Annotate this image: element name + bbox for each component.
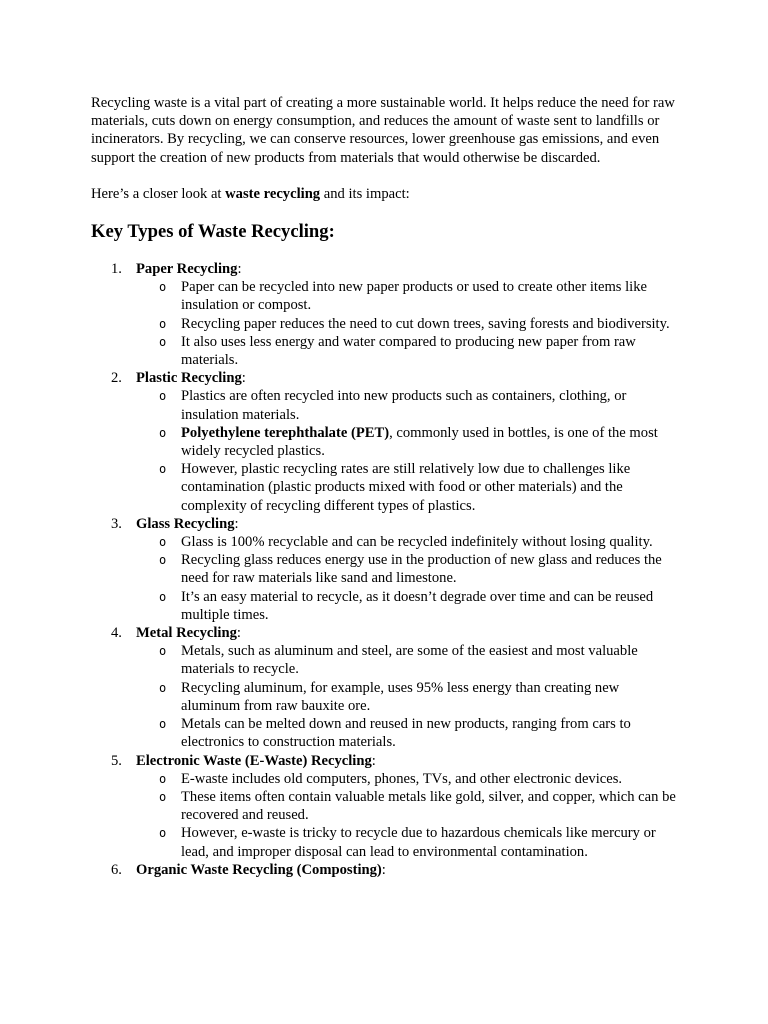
bullet-icon: o (159, 462, 167, 477)
type-title: Metal Recycling (136, 625, 237, 642)
sub-list-item (159, 770, 681, 788)
document-body (91, 94, 681, 879)
point-text: It’s an easy material to recycle, as it doesn’t degrade over time and can be reused multiple times. (181, 588, 654, 623)
point-text: Metals, such as aluminum and steel, are some of the easiest and most valuable materials to recycle. (181, 643, 638, 678)
bullet-icon: o (159, 425, 167, 440)
type-title: Glass Recycling (136, 515, 235, 532)
lead-bold: waste recycling (225, 185, 321, 202)
bullet-icon: o (159, 389, 167, 404)
sub-list-item (159, 533, 681, 551)
sub-list-item (159, 642, 681, 678)
point-bold-text: Polyethylene terephthalate (PET) (181, 424, 390, 441)
lead-prefix: Here’s a closer look at (91, 185, 226, 202)
point-text: However, plastic recycling rates are still relatively low due to challenges like contamination (plastic products mixed with food or other materials) and the complexity of recycling different types of plastics. (181, 461, 631, 514)
point-text: These items often contain valuable metals like gold, silver, and copper, which can be recovered and reused. (181, 788, 676, 824)
list-number: 1. (111, 261, 122, 278)
sub-list-item (159, 824, 681, 860)
bullet-icon: o (159, 644, 167, 659)
sub-list (136, 770, 681, 861)
list-item: 5. Electronic Waste (E-Waste) Recycling: o E-waste includes old computers, phones, TVs, and other electronic devices. o These items often contain valuable metals like gold, silver, and copper, which can be recovered and reused. o However, e-waste is tricky to recycle due to hazardous chemicals like mercury or lead, and improper disposal can lead to environmental contamination. (91, 752, 681, 861)
list-item: 2. Plastic Recycling: o Plastics are often recycled into new products such as containers, clothing, or insulation materials. o Polyethylene terephthalate (PET), commonly used in bottles, is one of the most widely recycled plastics. o However, plastic recycling rates are still relatively low due to challenges like contamination (plastic products mixed with food or other materials) and the complexity of recycling different types of plastics. (91, 369, 681, 515)
bullet-icon: o (159, 535, 167, 550)
point-text: Plastics are often recycled into new products such as containers, clothing, or insulation materials. (181, 388, 627, 423)
list-number: 5. (111, 752, 122, 769)
bullet-icon: o (159, 316, 167, 331)
sub-list-item (159, 424, 681, 460)
point-text: Recycling glass reduces energy use in the production of new glass and reduces the need for raw materials like sand and limestone. (181, 552, 662, 587)
sub-list-item (159, 387, 681, 423)
point-text: Recycling aluminum, for example, uses 95% less energy than creating new aluminum from raw bauxite ore. (181, 679, 620, 714)
sub-list (136, 642, 681, 751)
lead-suffix: and its impact: (320, 185, 410, 202)
list-item: 4. Metal Recycling: o Metals, such as aluminum and steel, are some of the easiest and most valuable materials to recycle. o Recycling aluminum, for example, uses 95% less energy than creating new aluminum from raw bauxite ore. o Metals can be melted down and reused in new products, ranging from cars to electronics to construction materials. (91, 624, 681, 751)
point-text: Paper can be recycled into new paper products or used to create other items like insulation or compost. (181, 279, 648, 314)
sub-list-item (159, 588, 681, 624)
point-text: However, e-waste is tricky to recycle due to hazardous chemicals like mercury or lead, and improper disposal can lead to environmental contamination. (181, 825, 656, 860)
type-title: Plastic Recycling (136, 370, 242, 387)
sub-list (136, 387, 681, 514)
point-text: Metals can be melted down and reused in new products, ranging from cars to electronics to construction materials. (181, 716, 631, 751)
list-number: 4. (111, 625, 122, 642)
sub-list-item (159, 788, 681, 824)
sub-list (136, 278, 681, 369)
point-text: , commonly used in bottles, is one of the most widely recycled plastics. (181, 424, 658, 460)
list-item: 1. Paper Recycling: o Paper can be recycled into new paper products or used to create other items like insulation or compost. o Recycling paper reduces the need to cut down trees, saving forests and biodiversity. o It also uses less energy and water compared to producing new paper from raw materials. (91, 260, 681, 369)
sub-list-item (159, 715, 681, 751)
type-title: Electronic Waste (E-Waste) Recycling (136, 752, 372, 769)
list-number: 6. (111, 861, 122, 878)
bullet-icon: o (159, 789, 167, 804)
sub-list-item (159, 315, 681, 333)
list-item: 6. Organic Waste Recycling (Composting): (111, 861, 386, 878)
bullet-icon: o (159, 826, 167, 841)
bullet-icon: o (159, 717, 167, 732)
sub-list-item (159, 278, 681, 314)
bullet-icon: o (159, 553, 167, 568)
list-item: 3. Glass Recycling: o Glass is 100% recyclable and can be recycled indefinitely without losing quality. o Recycling glass reduces energy use in the production of new glass and reduces the need for raw materials like sand and limestone. o It’s an easy material to recycle, as it doesn’t degrade over time and can be reused multiple times. (91, 515, 681, 624)
bullet-icon: o (159, 334, 167, 349)
lead-paragraph (91, 185, 681, 203)
sub-list-item (159, 333, 681, 369)
point-text: Glass is 100% recyclable and can be recycled indefinitely without losing quality. (181, 534, 653, 551)
point-text: It also uses less energy and water compared to producing new paper from raw materials. (181, 333, 636, 369)
sub-list (136, 533, 681, 624)
point-text: Recycling paper reduces the need to cut down trees, saving forests and biodiversity. (181, 315, 670, 332)
sub-list-item (159, 460, 681, 515)
bullet-icon: o (159, 280, 167, 295)
list-number: 2. (111, 370, 122, 387)
section-heading: Key Types of Waste Recycling: (91, 221, 335, 243)
intro-paragraph: Recycling waste is a vital part of creating a more sustainable world. It helps reduce the need for raw materials, cuts down on energy consumption, and reduces the amount of waste sent to landfills or incinerators. By recycling, we can conserve resources, lower greenhouse gas emissions, and even support the creation of new products from materials that would otherwise be discarded. (91, 95, 675, 166)
bullet-icon: o (159, 589, 167, 604)
list-number: 3. (111, 515, 122, 532)
sub-list-item (159, 679, 681, 715)
type-title: Organic Waste Recycling (Composting) (136, 861, 382, 878)
point-text: E-waste includes old computers, phones, TVs, and other electronic devices. (181, 770, 623, 787)
bullet-icon: o (159, 680, 167, 695)
recycling-types-list (91, 260, 681, 879)
type-title: Paper Recycling (136, 261, 238, 278)
bullet-icon: o (159, 771, 167, 786)
sub-list-item (159, 551, 681, 587)
